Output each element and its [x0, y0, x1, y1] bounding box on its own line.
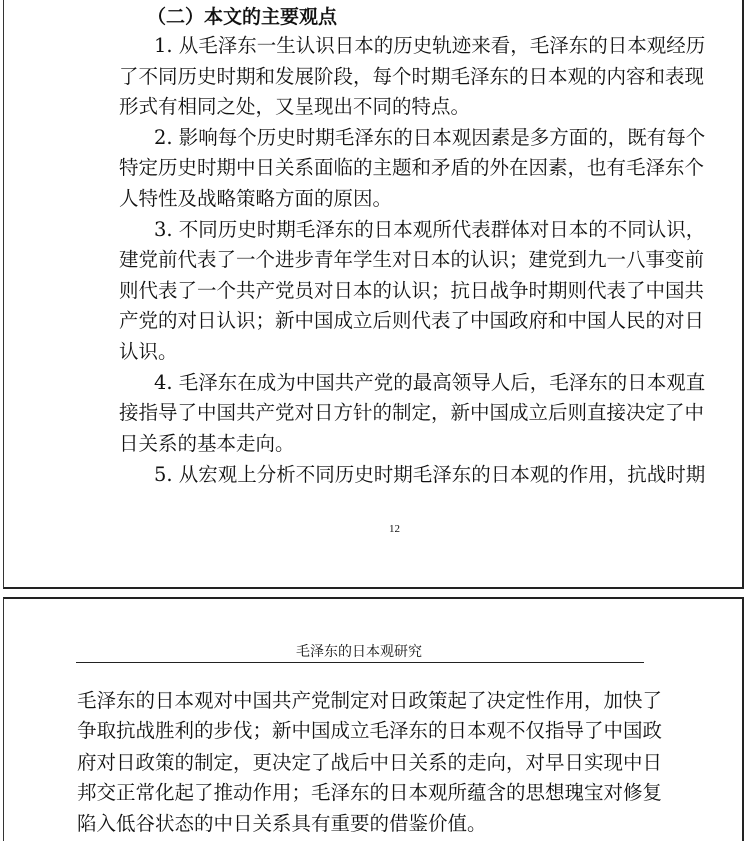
- running-header: 毛泽东的日本观研究: [296, 644, 422, 660]
- point-2-line-1: 2. 影响每个历史时期毛泽东的日本观因素是多方面的，既有每个: [154, 126, 706, 149]
- point-4-line-2: 接指导了中国共产党对日方针的制定，新中国成立后则直接决定了中: [119, 401, 705, 424]
- point-1-line-2: 了不同历史时期和发展阶段，每个时期毛泽东的日本观的内容和表现: [119, 65, 705, 88]
- point-5-line-1: 5. 从宏观上分析不同历史时期毛泽东的日本观的作用，抗战时期: [154, 463, 706, 486]
- point-2-line-3: 人特性及战略策略方面的原因。: [119, 187, 393, 210]
- continuation-line-3: 府对日政策的制定，更决定了战后中日关系的走向，对早日实现中日: [77, 751, 663, 774]
- page-number: 12: [389, 523, 400, 535]
- header-rule: [76, 662, 644, 663]
- point-1-line-1: 1. 从毛泽东一生认识日本的历史轨迹来看，毛泽东的日本观经历: [154, 34, 706, 57]
- continuation-line-1: 毛泽东的日本观对中国共产党制定对日政策起了决定性作用，加快了: [77, 689, 663, 712]
- point-2-line-2: 特定历史时期中日关系面临的主题和矛盾的外在因素，也有毛泽东个: [119, 156, 705, 179]
- continuation-line-2: 争取抗战胜利的步伐；新中国成立毛泽东的日本观不仅指导了中国政: [77, 719, 663, 742]
- page-gap: [0, 589, 751, 597]
- point-4-line-3: 日关系的基本走向。: [119, 432, 295, 455]
- document-page-13: [3, 597, 744, 841]
- point-1-line-3: 形式有相同之处，又呈现出不同的特点。: [119, 95, 471, 118]
- point-3-line-5: 认识。: [119, 340, 178, 363]
- section-heading: （二）本文的主要观点: [147, 6, 338, 28]
- continuation-line-4: 邦交正常化起了推动作用；毛泽东的日本观所蕴含的思想瑰宝对修复: [77, 781, 663, 804]
- point-3-line-4: 产党的对日认识；新中国成立后则代表了中国政府和中国人民的对日: [119, 309, 705, 332]
- continuation-line-5: 陷入低谷状态的中日关系具有重要的借鉴价值。: [77, 812, 487, 835]
- point-3-line-2: 建党前代表了一个进步青年学生对日本的认识；建党到九一八事变前: [119, 248, 705, 271]
- point-3-line-3: 则代表了一个共产党员对日本的认识；抗日战争时期则代表了中国共: [119, 279, 705, 302]
- point-4-line-1: 4. 毛泽东在成为中国共产党的最高领导人后，毛泽东的日本观直: [154, 371, 706, 394]
- point-3-line-1: 3. 不同历史时期毛泽东的日本观所代表群体对日本的不同认识，: [154, 218, 706, 241]
- document-page-12: [3, 0, 744, 589]
